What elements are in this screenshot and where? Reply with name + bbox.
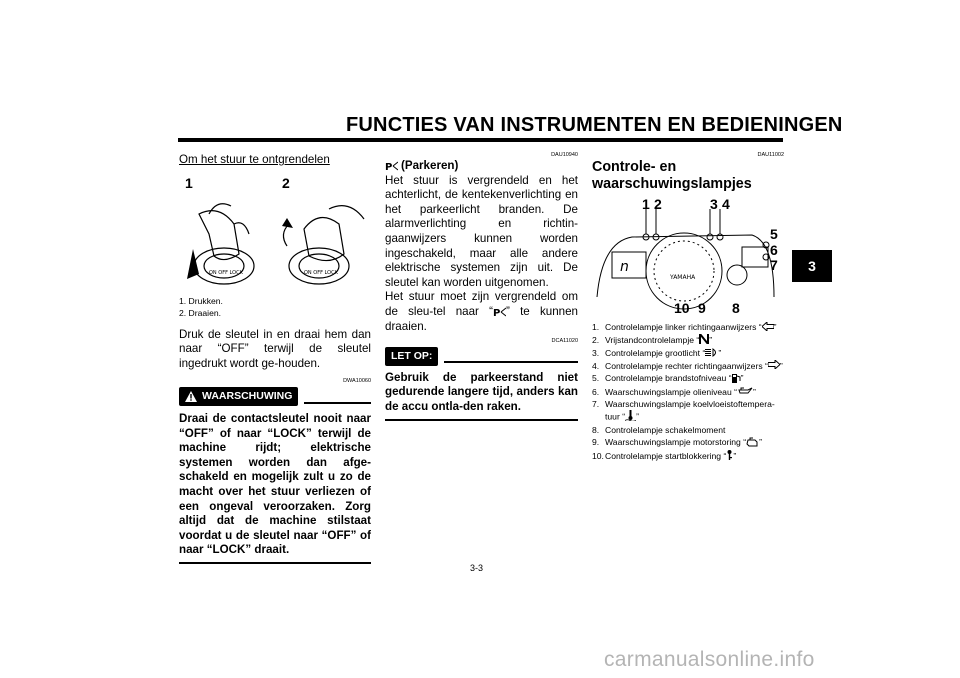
park-key-text: [385, 290, 578, 334]
figure-label-c2: 2: [654, 196, 662, 212]
indicator-item-text: [605, 450, 736, 463]
svg-text:P: P: [493, 307, 501, 317]
warning-rule: [304, 402, 371, 404]
column-2: [385, 151, 578, 421]
indicator-item-text: [605, 424, 725, 436]
indicator-heading: Controle- en waarschuwingslampjes: [592, 159, 752, 192]
warning-triangle-icon: [185, 391, 197, 402]
park-key-text-post: ” te kunnen draaien.: [385, 304, 579, 333]
column-1: [179, 151, 371, 564]
indicator-item-number: 8.: [592, 425, 600, 436]
indicator-item-label: Controlelampje startblokkering “: [605, 450, 727, 461]
warning-code: DWA10060: [343, 378, 371, 385]
indicator-item-label: Controlelampje schakelmoment: [605, 425, 726, 436]
indicator-item-label: Waarschuwingslampje koelvloeistoftempera-tuur “: [605, 399, 775, 422]
indicator-list-item: [592, 372, 784, 385]
svg-text:ON OFF LOCK: ON OFF LOCK: [209, 269, 243, 276]
caution-end-rule: [385, 419, 578, 421]
key-figure: [179, 176, 371, 291]
page-number: 3-3: [470, 563, 484, 573]
indicator-item-label: Controlelampje linker richtingaanwijzers “: [605, 322, 762, 332]
indicator-item-label: Controlelampje grootlicht “: [605, 347, 706, 358]
figure-label-c10: 10: [674, 300, 690, 316]
figure-label-c8: 8: [732, 300, 740, 316]
indicator-item-text: [605, 334, 712, 347]
figure-label-c5: 5: [770, 226, 778, 242]
indicator-item-text: [605, 321, 777, 334]
indicator-list-item: [592, 424, 784, 436]
neutral-n-icon: [699, 334, 709, 347]
indicator-item-label: Waarschuwingslampje motorstoring “: [605, 437, 747, 448]
park-p-icon-inline: [493, 307, 506, 317]
indicator-list-item: [592, 398, 784, 424]
svg-text:n: n: [620, 259, 629, 275]
caption-1: 1. Drukken.: [179, 295, 223, 306]
caution-rule: [444, 361, 578, 363]
figure-label-2: 2: [282, 174, 290, 191]
indicator-list-item: [592, 386, 784, 399]
park-p-icon: [385, 161, 398, 171]
caution-badge: LET OP:: [385, 347, 438, 366]
figure-label-1: 1: [185, 174, 193, 191]
column-3: [592, 151, 784, 463]
indicator-item-number: 4.: [592, 360, 600, 371]
indicator-item-number: 1.: [592, 322, 600, 332]
caption-2: 2. Draaien.: [179, 308, 222, 319]
chapter-tab: 3: [792, 250, 832, 282]
indicator-list-item: [592, 321, 784, 334]
indicator-item-suffix: ”: [773, 322, 777, 332]
unlock-body-text: Druk de sleutel in en draai hem dan naar “OFF” terwijl de sleutel ingedrukt wordt ge-houden.: [179, 327, 371, 370]
figure-label-c7: 7: [770, 257, 778, 273]
indicator-list: [592, 321, 784, 463]
indicator-list-item: [592, 360, 784, 373]
high-beam-icon: [705, 348, 718, 360]
indicator-item-number: 7.: [592, 399, 600, 410]
indicator-item-suffix: ”: [718, 347, 722, 358]
watermark: carmanualsonline.info: [604, 648, 815, 671]
instrument-cluster-illustration: [592, 197, 784, 317]
park-heading-row: [385, 159, 578, 174]
indicator-item-text: [605, 360, 783, 373]
coolant-temp-icon: [625, 410, 636, 424]
svg-text:YAMAHA: YAMAHA: [670, 274, 696, 281]
indicator-item-suffix: ”: [759, 437, 762, 448]
indicator-item-text: [605, 386, 756, 399]
indicator-item-suffix: ”: [733, 450, 737, 461]
left-arrow-icon: [762, 322, 774, 334]
indicator-item-label: Waarschuwingslampje olieniveau “: [605, 386, 737, 397]
indicator-item-suffix: ”: [709, 334, 713, 345]
indicator-item-number: 3.: [592, 347, 600, 358]
warning-label: WAARSCHUWING: [202, 390, 293, 403]
indicator-item-text: [605, 347, 721, 360]
section-code: DAU10940: [551, 152, 578, 158]
indicator-item-text: [605, 372, 743, 385]
indicator-item-text: [605, 436, 762, 449]
indicator-item-suffix: ”: [740, 373, 744, 384]
indicator-item-label: Controlelampje brandstofniveau “: [605, 373, 732, 384]
figure-label-c4: 4: [722, 196, 730, 212]
indicator-item-number: 2.: [592, 334, 600, 345]
indicator-list-item: [592, 436, 784, 449]
indicator-item-suffix: ”: [753, 386, 756, 397]
indicator-item-text: [605, 398, 784, 424]
warning-badge: [179, 387, 298, 406]
right-arrow-icon: [768, 360, 780, 372]
indicator-item-label: Vrijstandcontrolelampje “: [605, 334, 700, 345]
indicator-item-number: 5.: [592, 373, 600, 384]
header-rule: [178, 138, 783, 142]
caution-text: Gebruik de parkeerstand niet gedurende langere tijd, anders kan de accu ontla-den raken.: [385, 370, 578, 413]
indicator-item-number: 10.: [592, 450, 604, 461]
indicator-list-item: [592, 347, 784, 360]
indicator-item-suffix: ”: [636, 411, 639, 422]
figure-label-c9: 9: [698, 300, 706, 316]
park-key-text-pre: Het stuur moet zijn vergrendeld om de sleu-tel naar “: [385, 290, 578, 318]
page-header-title: FUNCTIES VAN INSTRUMENTEN EN BEDIENINGEN: [346, 114, 843, 136]
figure-label-c6: 6: [770, 242, 778, 258]
indicator-item-number: 9.: [592, 437, 600, 448]
indicator-item-number: 6.: [592, 386, 600, 397]
figure-label-c3: 3: [710, 196, 718, 212]
engine-icon: [746, 437, 759, 450]
indicator-item-suffix: ”: [779, 360, 783, 371]
key-push-turn-illustration: [179, 194, 371, 294]
indicator-item-label: Controlelampje rechter richtingaanwijzers “: [605, 360, 768, 371]
svg-text:ON OFF LOCK: ON OFF LOCK: [304, 269, 338, 276]
section-code-3: DAU11002: [757, 152, 784, 158]
indicator-list-item: [592, 334, 784, 347]
caution-header: [385, 347, 578, 366]
warning-header: [179, 387, 371, 406]
warning-end-rule: [179, 562, 371, 564]
oil-can-icon: [737, 386, 753, 398]
instrument-figure: [592, 197, 784, 317]
indicator-list-item: [592, 450, 784, 463]
subheading-unlock: Om het stuur te ontgrendelen: [179, 153, 330, 166]
caution-code: DCA11020: [551, 338, 578, 345]
park-heading: (Parkeren): [401, 159, 459, 172]
park-body-text: Het stuur is vergrendeld en het achterlicht, de kentekenverlichting en het parkeerlicht branden. De alarmverlichting en richtin-gaanwijzers kunnen worden ingeschakeld, maar alle andere elektrische systemen zijn uit. De sleutel kan worden uitgenomen.: [385, 173, 578, 289]
fuel-pump-icon: [732, 373, 741, 386]
svg-text:P: P: [385, 162, 393, 172]
figure-label-c1: 1: [642, 196, 650, 212]
warning-text: Draai de contactsleutel nooit naar “OFF” of naar “LOCK” terwijl de machine rijdt; elektrische systemen worden dan afge-schakeld en mogelijk zult u zo de macht over het stuur verliezen of een ongeval veroorzaken. Zorg altijd dat de machine stilstaat voordat u de sleutel naar “OFF” of naar “LOCK” draait.: [179, 411, 371, 557]
